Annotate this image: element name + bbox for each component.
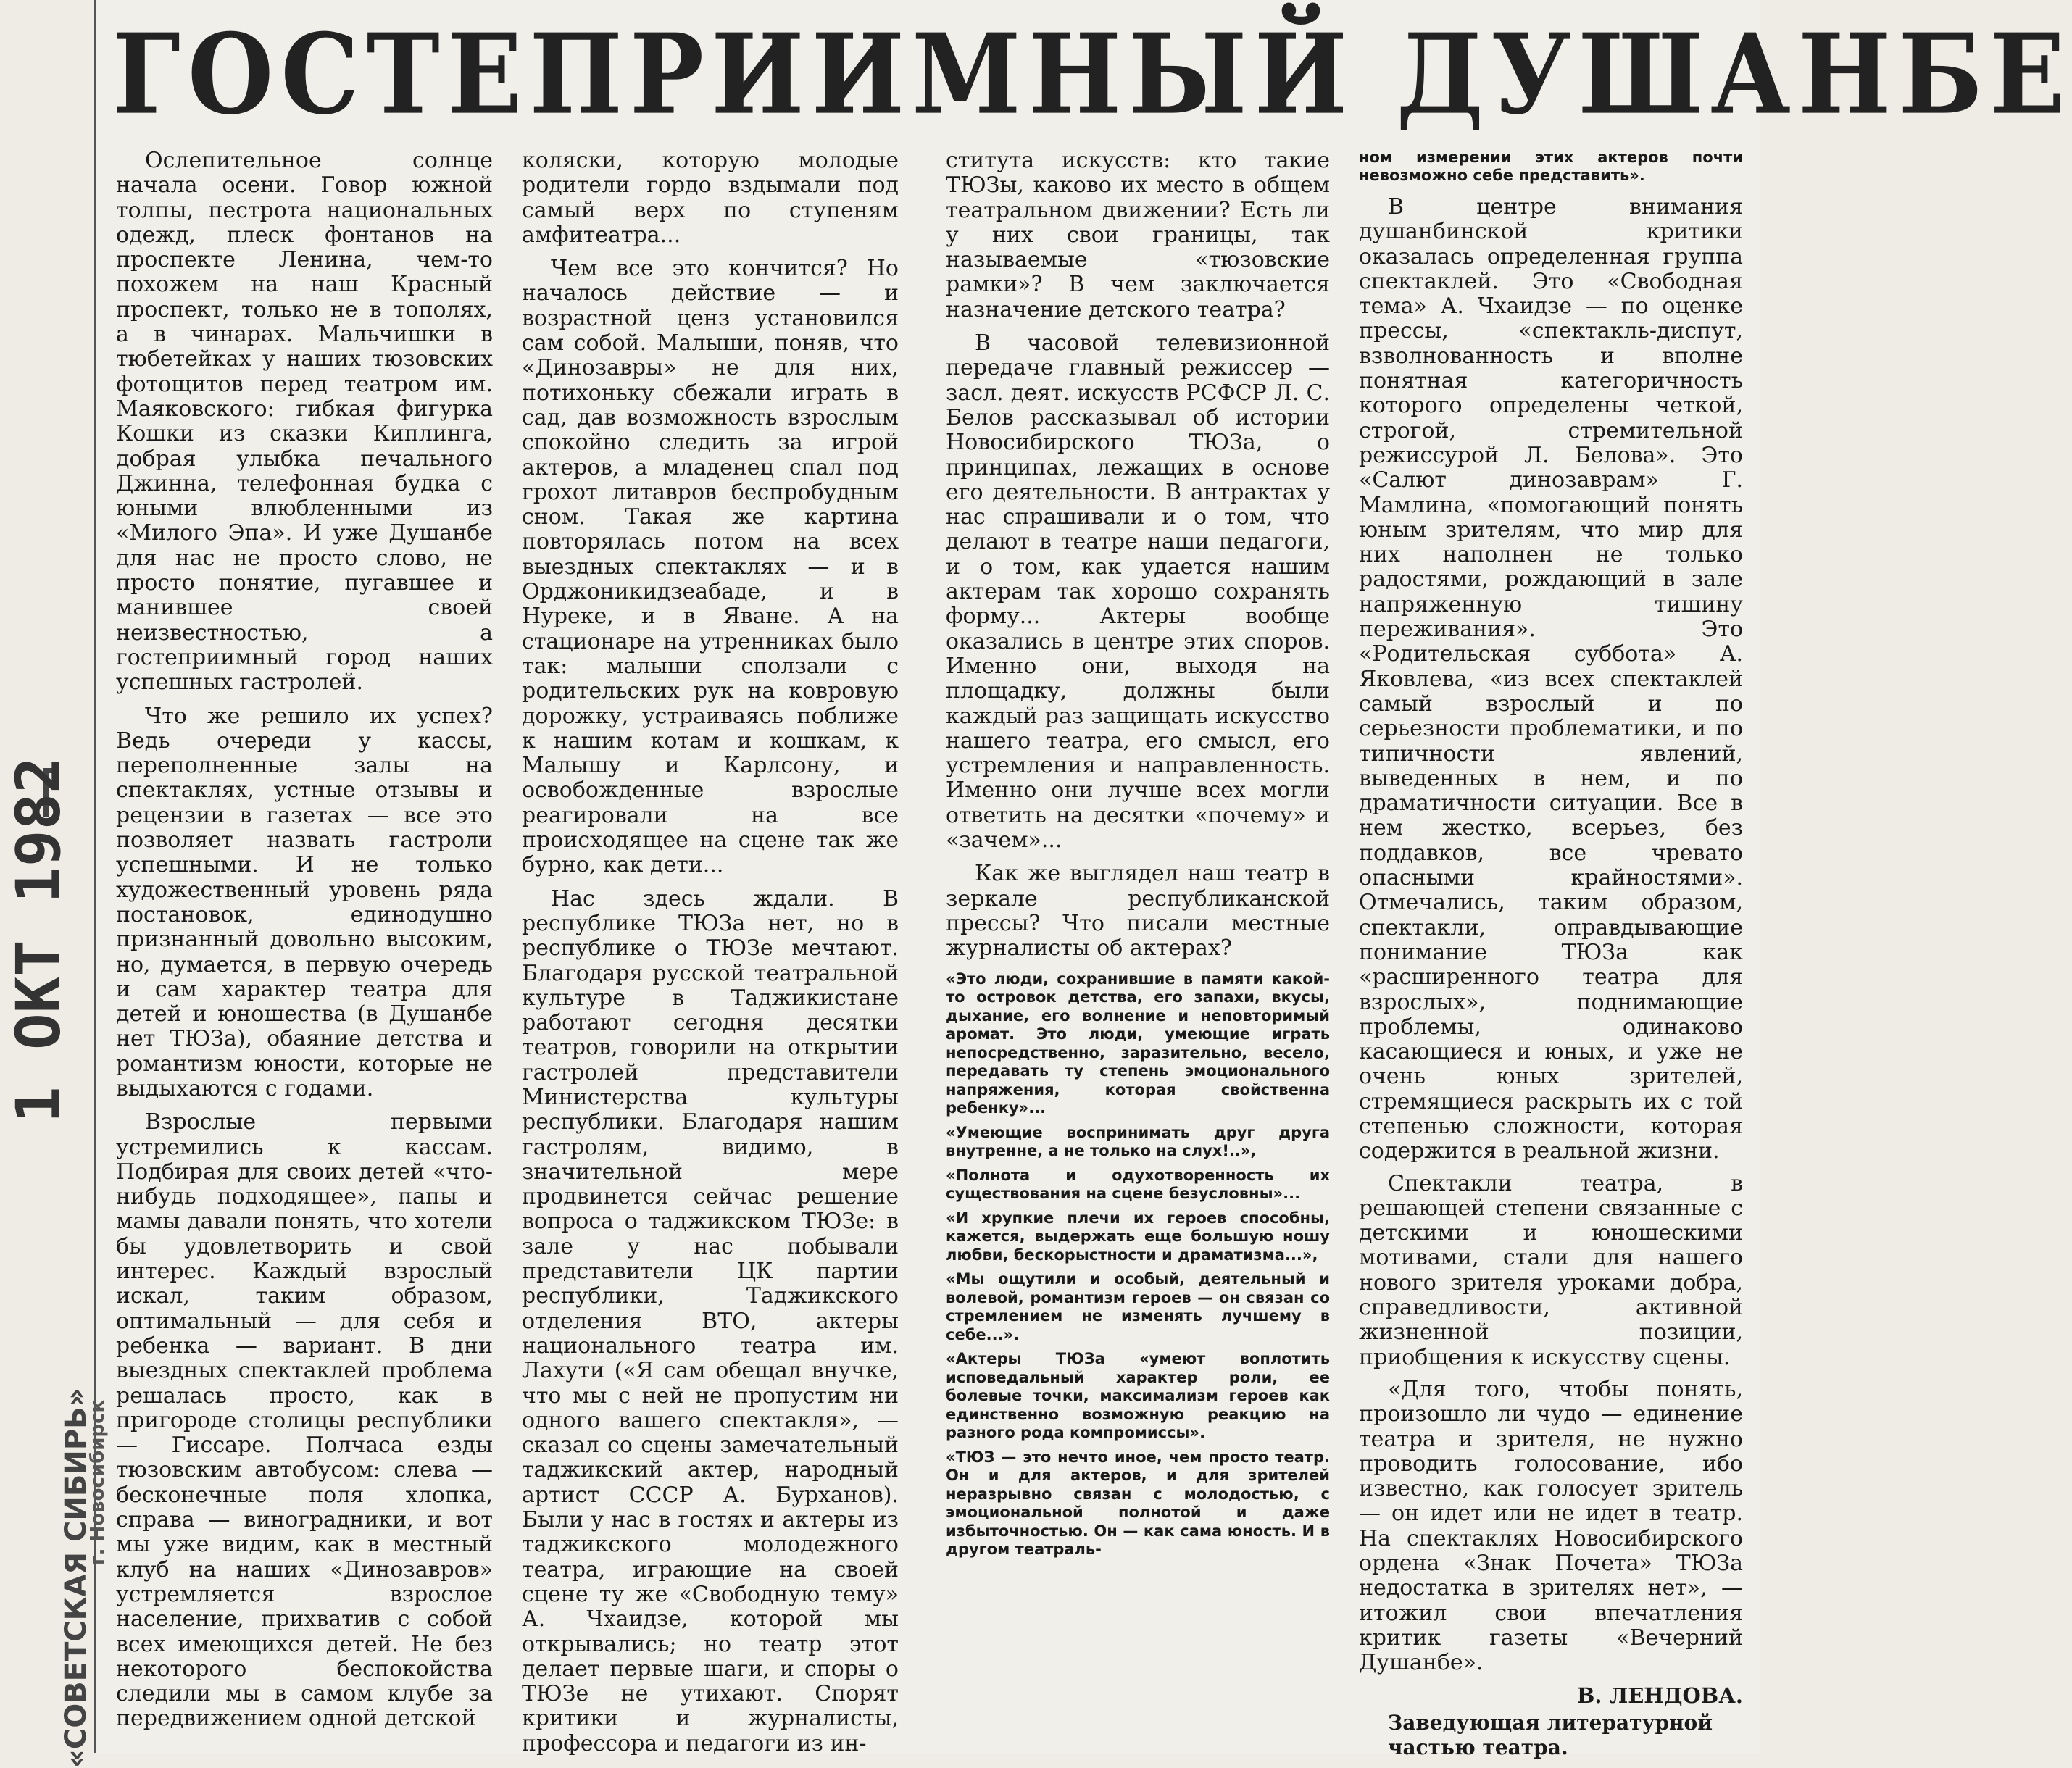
article-column-3 xyxy=(946,149,1330,1743)
paragraph: Спектакли театра, в решающей степени связанные с детскими и юношескими мотивами, стали для нашего нового зрителя уроками добра, справедливости, активной жизненной позиции, приобщения к искусству сцены. xyxy=(1359,1170,1743,1370)
paragraph: Ослепительное солнце начала осени. Говор южной толпы, пестрота национальных одежд, плеск фонтанов на проспекте Ленина, чем-то похожем на наш Красный проспект, только не в тополях, а в чинарах. Мальчишки в тюбетейках у наших тюзовских фотощитов перед театром им. Маяковского: гибкая фигурка Кошки из сказки Киплинга, добрая улыбка печального Джинна, телефонная будка с юными влюбленными из «Милого Эпа». И уже Душанбе для нас не просто слово, не просто понятие, пугавшее и манившее своей неизвестностью, а гостеприимный город наших успешных гастролей. xyxy=(116,148,493,696)
paragraph: В центре внимания душанбинской критики оказалась определенная группа спектаклей. Это «Свободная тема» А. Чхаидзе — по оценке прессы, «спектакль-диспут, взволнованность и вполне понятная категоричность которого определены четкой, строгой, стремительной режиссурой Л. Белова». Это «Салют динозаврам» Г. Мамлина, «помогающий понять юным зрителям, что мир для них наполнен не только радостями, рождающий в зале напряженную тишину переживания». Это «Родительская суббота» А. Яковлева, «из всех спектаклей самый взрослый и по серьезности проблематики, и по типичности явлений, выведенных в нем, и по драматичности ситуации. Все в нем жестко, всерьез, без поддавков, все чревато опасными крайностями». Отмечались, таким образом, спектакли, оправдывающие понимание ТЮЗа как «расширенного театра для взрослых», поднимающие проблемы, одинаково касающиеся и юных, и уже не очень юных зрителей, стремящиеся раскрыть их с той степенью сложности, которая содержится в реальной жизни. xyxy=(1359,194,1743,1164)
date-stamp: 1 ОКТ 1982 xyxy=(3,756,74,1123)
press-quote: «ТЮЗ — это нечто иное, чем просто театр. Он и для актеров, и для зрителей неразрывно связан с молодостью, с эмоциональной полнотой и даже избыточностью. Он — как сама юность. И в другом театраль- xyxy=(946,1448,1330,1558)
paragraph: Чем все это кончится? Но началось действие — и возрастной ценз установился сам собой. Малыши, поняв, что «Динозавры» не для них, потихоньку сбежали играть в сад, дав возможность взрослым спокойно следить за игрой актеров, а младенец спал под грохот литавров беспробудным сном. Такая же картина повторялась потом на всех выездных спектаклях — и в Орджоникидзеабаде, и в Нуреке, и в Яване. А на стационаре на утренниках было так: малыши сползали с родительских рук на ковровую дорожку, устраиваясь поближе к нашим котам и кошкам, к Малышу и Карлсону, и освобожденные взрослые реагировали на все происходящее на сцене так же бурно, как дети... xyxy=(522,256,899,878)
press-quote: «И хрупкие плечи их героев способны, кажется, выдержать еще большую ношу любви, бескорыстности и драматизма...», xyxy=(946,1209,1330,1264)
press-quote: «Актеры ТЮЗа «умеют воплотить исповедальный характер роли, ее болевые точки, максимализм героев как единственно возможную реакцию на разного рода компромиссы». xyxy=(946,1350,1330,1441)
paragraph: Нас здесь ждали. В республике ТЮЗа нет, но в республике о ТЮЗе мечтают. Благодаря русской театральной культуре в Таджикистане работают сегодня десятки театров, говорили на открытии гастролей представители Министерства культуры республики. Благодаря нашим гастролям, видимо, в значительной мере продвинется сейчас решение вопроса о таджикском ТЮЗе: в зале у нас побывали представители ЦК партии республики, Таджикского отделения ВТО, актеры национального театра им. Лахути («Я сам обещал внучке, что мы с ней не пропустим ни одного вашего спектакля», — сказал со сцены замечательный таджикский актер, народный артист СССР А. Бурханов). Были у нас в гостях и актеры из таджикского молодежного театра, играющие на своей сцене ту же «Свободную тему» А. Чхаидзе, которой мы открывались; но театр этот делает первые шаги, и споры о ТЮЗе не утихают. Спорят критики и журналисты, профессора и педагоги из ин- xyxy=(522,885,899,1756)
article-column-4 xyxy=(1359,149,1743,1760)
paragraph: Как же выглядел наш театр в зеркале республиканской прессы? Что писали местные журналисты об актерах? xyxy=(946,861,1330,962)
article-column-1 xyxy=(116,149,493,1743)
press-quote: «Полнота и одухотворенность их существования на сцене безусловны»... xyxy=(946,1166,1330,1202)
press-quote-continuation: ном измерении этих актеров почти невозможно себе представить». xyxy=(1359,149,1743,184)
paragraph: Взрослые первыми устремились к кассам. Подбирая для своих детей «что-нибудь подходящее», папы и мамы давали понять, что хотели бы удовлетворить и свой интерес. Каждый взрослый искал, таким образом, оптимальный — для себя и ребенка — вариант. В дни выездных спектаклей проблема решалась просто, как в пригороде столицы республики — Гиссаре. Полчаса езды тюзовским автобусом: слева — бесконечные поля хлопка, справа — виноградники, и вот мы уже видим, как в местный клуб на наших «Динозавров» устремляется взрослое население, прихватив с собой всех имеющихся детей. Не без некоторого беспокойства следили мы в самом клубе за передвижением одной детской xyxy=(116,1109,493,1732)
press-quotes xyxy=(946,970,1330,1559)
author-signature: В. ЛЕНДОВА. xyxy=(1576,1682,1743,1708)
press-quote: «Это люди, сохранившие в памяти какой-то островок детства, его запахи, вкусы, дыхание, его волнение и неповторимый аромат. Это люди, умеющие играть непосредственно, заразительно, весело, передавать ту степень эмоционального напряжения, которая свойственна ребенку»... xyxy=(946,970,1330,1117)
headline: ГОСТЕПРИИМНЫЙ ДУШАНБЕ xyxy=(112,9,2072,140)
paragraph: коляски, которую молодые родители гордо вздымали под самый верх по ступеням амфитеатра... xyxy=(522,148,899,248)
article-column-2 xyxy=(522,148,899,1756)
newspaper-name-stamp: «СОВЕТСКАЯ СИБИРЬ» xyxy=(59,1388,93,1768)
paragraph: ститута искусств: кто такие ТЮЗы, каково их место в общем театральном движении? Есть ли у них свои границы, так называемые «тюзовские рамки»? В чем заключается назначение детского театра? xyxy=(946,148,1330,322)
press-quote: «Мы ощутили и особый, деятельный и волевой, романтизм героев — он связан со стремлением не изменять лучшему в себе...». xyxy=(946,1270,1330,1343)
paragraph: «Для того, чтобы понять, произошло ли чудо — единение театра и зрителя, не нужно проводить голосование, ибо известно, как голосует зритель — он идет или не идет в театр. На спектаклях Новосибирского ордена «Знак Почета» ТЮЗа недостатка в зрителях нет», — итожил свои впечатления критик газеты «Вечерний Душанбе». xyxy=(1359,1376,1743,1676)
paragraph: В часовой телевизионной передаче главный режиссер — засл. деят. искусств РСФСР Л. С. Белов рассказывал об истории Новосибирского ТЮЗа, о принципах, лежащих в основе его деятельности. В антрактах у нас спрашивали и о том, что делают в театре наши педагоги, и о том, как удается нашим актерам так хорошо сохранять форму... Актеры вообще оказались в центре этих споров. Именно они, выходя на площадку, должны были каждый раз защищать искусство нашего театра, его смысл, его устремления и направленность. Именно они лучше всех могли ответить на десятки «почему» и «зачем»... xyxy=(946,330,1330,854)
author-role: Заведующая литературной частью театра. xyxy=(1388,1710,1713,1760)
paragraph: Что же решило их успех? Ведь очереди у кассы, переполненные залы на спектаклях, устные отзывы и рецензии в газетах — все это позволяет назвать гастроли успешными. И не только художественный уровень ряда постановок, единодушно признанный довольно высоким, но, думается, в первую очередь и сам характер театра для детей и юношества (в Душанбе нет ТЮЗа), обаяние детства и романтизм юности, которые не выдыхаются с годами. xyxy=(116,703,493,1101)
city-stamp: г. Новосибирск xyxy=(87,1399,109,1565)
press-quote: «Умеющие воспринимать друг друга внутренне, а не только на слух!..», xyxy=(946,1123,1330,1159)
